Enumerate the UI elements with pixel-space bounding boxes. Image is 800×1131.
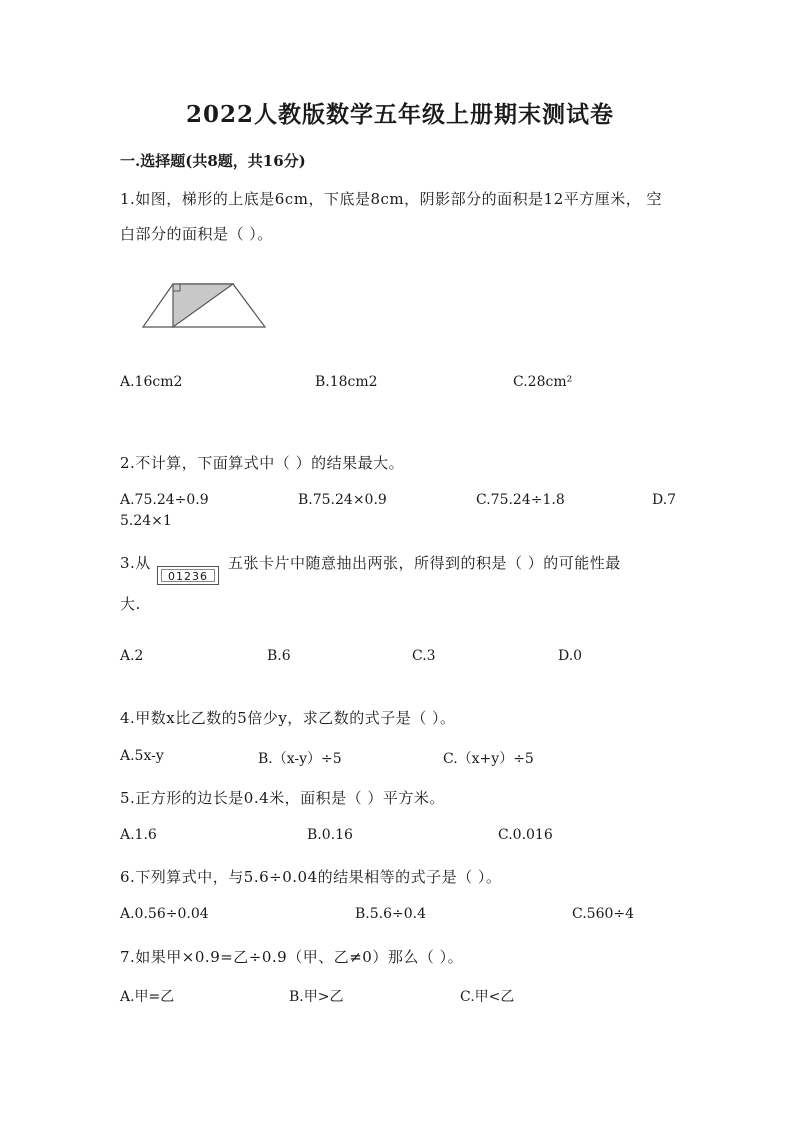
- question-7-option-b[interactable]: B.甲>乙: [289, 989, 344, 1005]
- question-2-option-d-wrap: 5.24×1: [120, 513, 172, 529]
- question-4-option-b[interactable]: B.（x-y）÷5: [258, 751, 342, 767]
- question-1-text-cont: 白部分的面积是（ ）。: [120, 225, 273, 243]
- question-5-option-a[interactable]: A.1.6: [120, 827, 157, 843]
- question-7-text: 7.如果甲×0.9=乙÷0.9（甲、乙≠0）那么（ ）。: [120, 948, 464, 966]
- section-heading: 一.选择题(共8题，共16分): [120, 152, 306, 170]
- question-2-text: 2.不计算，下面算式中（ ）的结果最大。: [120, 454, 405, 472]
- question-3-text: 五张卡片中随意抽出两张，所得到的积是（ ）的可能性最: [228, 554, 621, 572]
- question-3-option-a[interactable]: A.2: [120, 648, 144, 664]
- question-6-option-a[interactable]: A.0.56÷0.04: [120, 906, 209, 922]
- question-3-text-cont: 大.: [120, 595, 141, 613]
- question-4-option-c[interactable]: C.（x+y）÷5: [443, 751, 534, 767]
- question-6-option-c[interactable]: C.560÷4: [572, 906, 635, 922]
- question-3-option-b[interactable]: B.6: [267, 648, 291, 664]
- question-4-option-a[interactable]: A.5x-y: [120, 748, 164, 764]
- question-1-option-a[interactable]: A.16cm2: [120, 374, 183, 390]
- number-cards: [157, 566, 219, 585]
- question-3-option-d[interactable]: D.0: [558, 648, 583, 664]
- question-6-text: 6.下列算式中，与5.6÷0.04的结果相等的式子是（ ）。: [120, 868, 502, 886]
- question-1-text: 1.如图，梯形的上底是6cm，下底是8cm，阴影部分的面积是12平方厘米， 空: [120, 190, 663, 208]
- question-1-option-b[interactable]: B.18cm2: [315, 374, 378, 390]
- question-2-option-b[interactable]: B.75.24×0.9: [298, 492, 387, 508]
- question-3-text-start: 3.从: [120, 554, 151, 572]
- page-title: 2022人教版数学五年级上册期末测试卷: [185, 101, 614, 128]
- question-2-option-d[interactable]: D.7: [652, 492, 677, 508]
- number-cards-digits: 01236: [161, 569, 215, 582]
- question-7-option-a[interactable]: A.甲=乙: [120, 989, 175, 1005]
- question-5-option-c[interactable]: C.0.016: [498, 827, 553, 843]
- question-1-option-c[interactable]: C.28cm²: [513, 374, 573, 390]
- trapezoid-figure: [140, 280, 268, 336]
- question-4-text: 4.甲数x比乙数的5倍少y，求乙数的式子是（ ）。: [120, 709, 456, 727]
- question-7-option-c[interactable]: C.甲<乙: [460, 989, 515, 1005]
- question-2-option-c[interactable]: C.75.24÷1.8: [476, 492, 565, 508]
- question-3-option-c[interactable]: C.3: [412, 648, 436, 664]
- question-5-option-b[interactable]: B.0.16: [307, 827, 353, 843]
- question-2-option-a[interactable]: A.75.24÷0.9: [120, 492, 209, 508]
- question-5-text: 5.正方形的边长是0.4米，面积是（ ）平方米。: [120, 789, 445, 807]
- question-6-option-b[interactable]: B.5.6÷0.4: [355, 906, 426, 922]
